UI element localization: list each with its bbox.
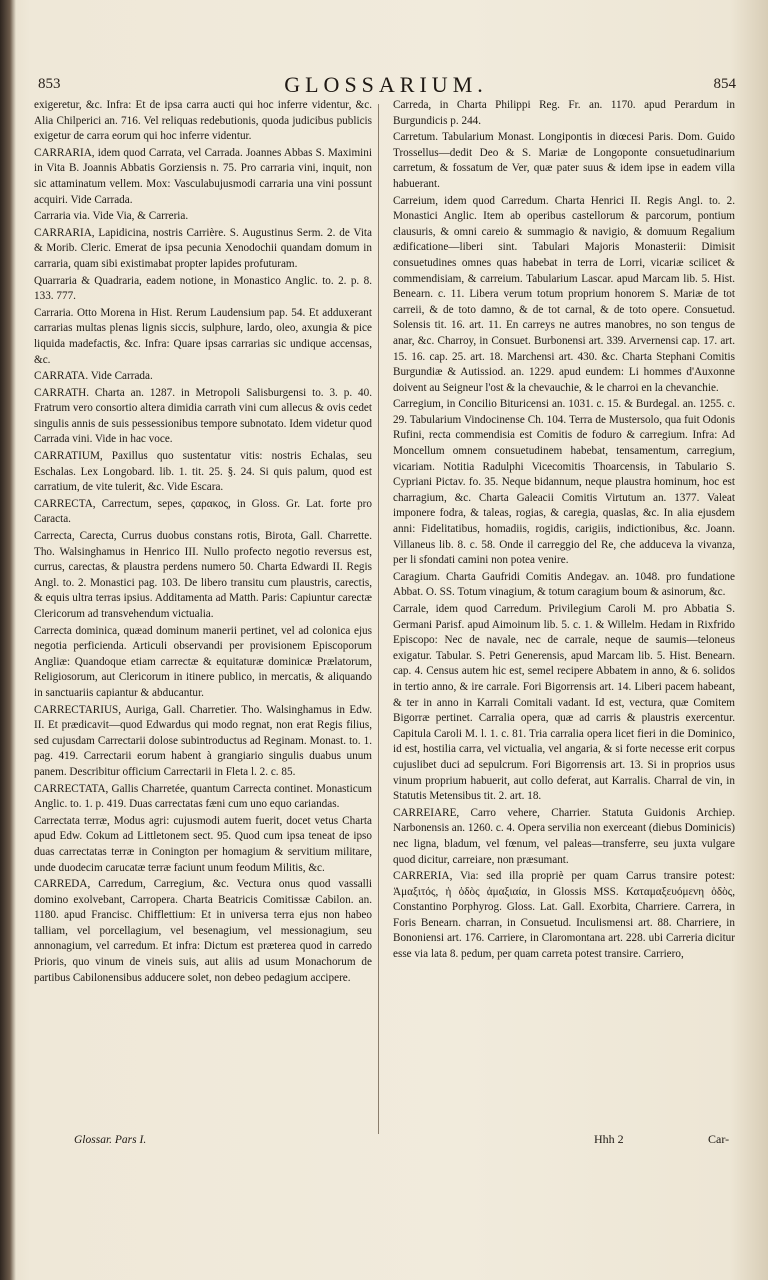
- entry-paragraph: Carrale, idem quod Carredum. Privilegium Caroli M. pro Abbatia S. Germani Parisf. apud Aimoinum lib. 5. c. 1. & Willelm. Hedam in Rixfrido Episcopo: Nec de navale, nec de carrale, neque de saumis—teloneus exigatur. Tabular. S. Petri Generensis, apud Marcam lib. 5. Hist. Benearn. cap. 4. Census autem hic est, semel recipere Abbatem in anno, & 6. solidos in tertio anno, & ire carrale. Fori Bigorrensis art. 14. Liberi pacem habeant, & ter in anno in Karrali Comitali vadant. Id est, vectura, quæ Comitem Bigorræ pertinet. Carralia opera, quæ ad carris & plaustris exercentur. Capitula Caroli M. l. 1. c. 81. Tria carralia opera licet fieri in die Dominico, id est, hostilia carra, vel victualia, vel angaria, & si forte necesse erit corpus cujuslibet duci ad sepulcrum. Fori Bigorrensis art. 13. Si in proprios usus vinum proprium habuerit, aut collo deferat, aut Karralis. Charral de vin, in Statutis Metensibus tit. 2. art. 18.: [393, 603, 735, 803]
- entry-paragraph: Carraria via. Vide Via, & Carreria.: [34, 210, 189, 223]
- entry-paragraph: Carrecta, Carecta, Currus duobus constans rotis, Birota, Gall. Charrette. Tho. Walsinghamus in Henrico III. Nullo profecto negotio reversus est, currus, carectas, & plaustra perdens numero 50. Charta Edwardi II. Regis Angl. to. 2. Monastici pag. 103. De libero transitu cum plaustris, carectis, & equis ultra terras ipsius. Additamenta ad Matth. Paris: Capiuntur carectæ Clericorum ad transvehendum victualia.: [34, 530, 372, 620]
- entry-paragraph: CARRECTA, Carrectum, sepes, ςαρακος, in Gloss. Gr. Lat. forte pro Caracta.: [34, 497, 372, 526]
- entry-paragraph: Carregium, in Concilio Bituricensi an. 1031. c. 15. & Burdegal. an. 1255. c. 29. Tabularium Vindocinense Ch. 104. Terra de Mustersolo, qua fuit Odonis Rufini, recta commendisia est Comitis de foduro & carregium. Infra: Ad Moncellum omnem consuetudinem habebat, tensamentum, carregium, vicariam. Notitia Radulphi Vicecomitis Thoarcensis, in Tabulario S. Cypriani Pictav. fo. 35. Neque bidannum, neque plaustra hominum, hoc est charragium, &c. Charta Galeacii Comitis Virtutum an. 1377. Valeat imponere fodra, & taleas, rogias, & caregia, quaslas, &c. In alia ejusdem anni: Fidelitatibus, homadiis, rogidis, carigiis, indictionibus, &c. Joann. Villaneus lib. 8. c. 58. Onde il carreggio del Re, che adduceva la vivanza, per li sfondati camini non potea venire.: [393, 398, 735, 567]
- entry-paragraph: Carreda, in Charta Philippi Reg. Fr. an. 1170. apud Perardum in Burgundicis p. 244.: [393, 99, 735, 127]
- left-text-column: [34, 98, 372, 987]
- entry-paragraph: CARRATIUM, Paxillus quo sustentatur vitis: nostris Echalas, seu Eschalas. Lex Longobard. lib. 1. tit. 25. §. 24. Si quis palum, quod est carratium, de vite tulerit, &c. Vide Escara.: [34, 450, 372, 494]
- page-header: [36, 72, 736, 98]
- entry-paragraph: Carretum. Tabularium Monast. Longipontis in diœcesi Paris. Dom. Guido Trossellus—dedit Deo & S. Mariæ de Longoponte consuetudinarium carretum, & fossatum de Ver, quæ pater suus & idem ipse in eadem villa habuerant.: [393, 131, 735, 190]
- entry-paragraph: Quarraria & Quadraria, eadem notione, in Monastico Anglic. to. 2. p. 8. 133. 777.: [34, 274, 372, 303]
- entry-paragraph: CARREDA, Carredum, Carregium, &c. Vectura onus quod vassalli domino exolvebant, Carroperа. Charta Beatricis Comitissæ Cabilon. an. 1180. apud Francisc. Chifflettium: Et in universa terra ejus non habeo talliam, vel porcellagium, vel besenagium, vel messionagium, seu annonagium, vel carredum. Et infra: Dictum est præterea quod in carredo Prioris, quo vinum de vineis suis, aut aliis ad usum Monachorum de partibus Cabilonensibus adducere solet, non debeo pedagium accipere.: [34, 878, 372, 984]
- entry-paragraph: CARRARIA, Lapidicina, nostris Carrière. S. Augustinus Serm. 2. de Vita & Morib. Cleric. Emerat de ipsa pecunia Xenodochii quandam domum in carraria, quam sibi existimabat propter lapides profuturam.: [34, 226, 372, 270]
- entry-paragraph: Carrectata terræ, Modus agri: cujusmodi autem fuerit, docet vetus Charta apud Edw. Cokum ad Littletonem sect. 95. Quod cum ipsa teneat de ipso duas carrectatas terræ in Conington per homagium & servitium militare, unde duodecim carucatæ terræ faciunt unum feodum Militis, &c.: [34, 814, 372, 874]
- entry-paragraph: Carrecta dominica, quæad dominum manerii pertinet, vel ad colonica ejus negotia perficienda. Articuli observandi per provisionem Episcoporum Angliæ: Quandoque etiam carrectæ & equitaturæ dominicæ Prælatorum, Religiosorum, aut Clericorum in itinere publico, in mercatis, & aliquando in sanctuariis capiantur & abducantur.: [34, 624, 372, 699]
- entry-paragraph: CARRECTATA, Gallis Charretée, quantum Carrecta continet. Monasticum Anglic. to. 1. p. 419. Duas carrectatas fæni cum uno equo cariandas.: [34, 782, 372, 811]
- running-title: GLOSSARIUM.: [284, 72, 488, 97]
- footer-catchword: Car-: [708, 1132, 730, 1146]
- footer-signature-mark: Hhh 2: [594, 1132, 624, 1146]
- book-gutter-shadow: [0, 0, 16, 1280]
- column-divider: [378, 104, 379, 1134]
- entry-paragraph: CARRARIA, idem quod Carrata, vel Carrada. Joannes Abbas S. Maximini in Vita B. Joannis Abbatis Gorziensis n. 75. Pro carraria vini, inquit, non sic attaminatum vellem. Mox: Vasculabujusmodi carraria una vini possunt acquiri. Vide Carrada.: [34, 146, 372, 206]
- entry-paragraph: Caragium. Charta Gaufridi Comitis Andegav. an. 1048. pro fundatione Abbat. O. SS. Totum vinagium, & totum caragium boum & asinorum, &c.: [393, 570, 735, 599]
- entry-paragraph: exigeretur, &c. Infra: Et de ipsa carra aucti qui hoc inferre videntur, &c. Alia Chilperici an. 716. Vel reliquas redebutionis, quoda judicibus publicis exigetur de carra eorum qui hoc inferre videntur.: [34, 99, 372, 143]
- footer-volume-note: Glossar. Pars I.: [74, 1134, 147, 1146]
- right-text-column: [393, 98, 735, 964]
- page-number-right: 854: [713, 76, 736, 92]
- entry-paragraph: Carreium, idem quod Carredum. Charta Henrici II. Regis Angl. to. 2. Monastici Anglic. Item ab operibus castellorum & parcorum, pontium clausuris, & omni careio & summagio & navigio, & domuum Regalium ædificatione—liberi sint. Tabulari Majoris Monasterii: Dimisit consuetudines omnes quas habebat in terra de Lorri, vicariæ scilicet & commendisiam, & carreium. Tabularium Lascar. apud Marcam lib. 5. Hist. Benearn. c. 11. Libera verum totum proprium honorem S. Mariæ de tot carreii, & de toto damno, & de tot carnal, & de toto opere. Consuetud. Solensis tit. 16. art. 11. En carreys ne autres manobres, no son tengus de anar, &c. Charroy, in Consuet. Burbonensi art. 339. Arvernensi cap. 17. art. 15. 16. cap. 25. art. 18. Marchensi art. 430. &c. Charta Stephani Comitis Burgundiæ & Autissiod. an. 1229. apud eundem: Li hommes d'Auxonne doivent au Seigneur l'ost & la chevauchie, & le charroi en la chevanchie.: [393, 194, 735, 394]
- entry-paragraph: CARRERIA, Via: sed illa propriè per quam Carrus transire potest: Ἁμαξιτός, ἡ ὁδὸς ἁμαξιαία, in Glossis MSS. Καταμαξευόμενη ὁδὸς, Constantino Porphyrog. Gloss. Lat. Gall. Exorbita, Charriere. Carrera, in Foris Benearn. charran, in Consuetud. Inculismensi art. 88. Charriere, in Bononiensi art. 176. Carriere, in Claromontana art. 228. ubi Carreria dicitur esse via lata 8. pedum, per quam carreta potest transire. Carriero,: [393, 870, 735, 961]
- entry-paragraph: CARRATA. Vide Carrada.: [34, 370, 153, 383]
- entry-paragraph: Carraria. Otto Morena in Hist. Rerum Laudensium pap. 54. Et adduxerant carrarias multas plenas lignis siccis, sulphure, lardo, oleo, axungia & pice liquida madefactis, &c. Infra: Quare ipsas carrarias sic undique accensas, &c.: [34, 306, 372, 366]
- entry-paragraph: CARRATH. Charta an. 1287. in Metropoli Salisburgensi to. 3. p. 40. Fratrum vero consortio altera dimidia carrath vini cum allecus & ovis cedet singulis annis de suis pessessionibus tempore subnotato. Idem videtur quod Carrada vini. Vide in hac voce.: [34, 386, 372, 446]
- page-number-left: 853: [38, 76, 61, 92]
- entry-paragraph: CARREIARE, Carro vehere, Charrier. Statuta Guidonis Archiep. Narbonensis an. 1260. c. 4. Opera servilia non exerceant (diebus Dominicis) nec ligna, bladum, vel fœnum, vel paleas—transferre, seu juxta vulgare quod dicitur, carreiare, non præsumant.: [393, 806, 735, 866]
- entry-paragraph: CARRECTARIUS, Auriga, Gall. Charretier. Tho. Walsinghamus in Edw. II. Et prædicavit—quod Edwardus qui modo regnat, non erat Regis filius, sed cujusdam Carrectarii dolose subintroductus ad Reginam. Monast. to. 1. pag. 419. Carrectarii eorum habent à grangiario singulis duabus unum panem. Describitur officium Carrectarii in Fleta l. 2. c. 85.: [34, 703, 372, 778]
